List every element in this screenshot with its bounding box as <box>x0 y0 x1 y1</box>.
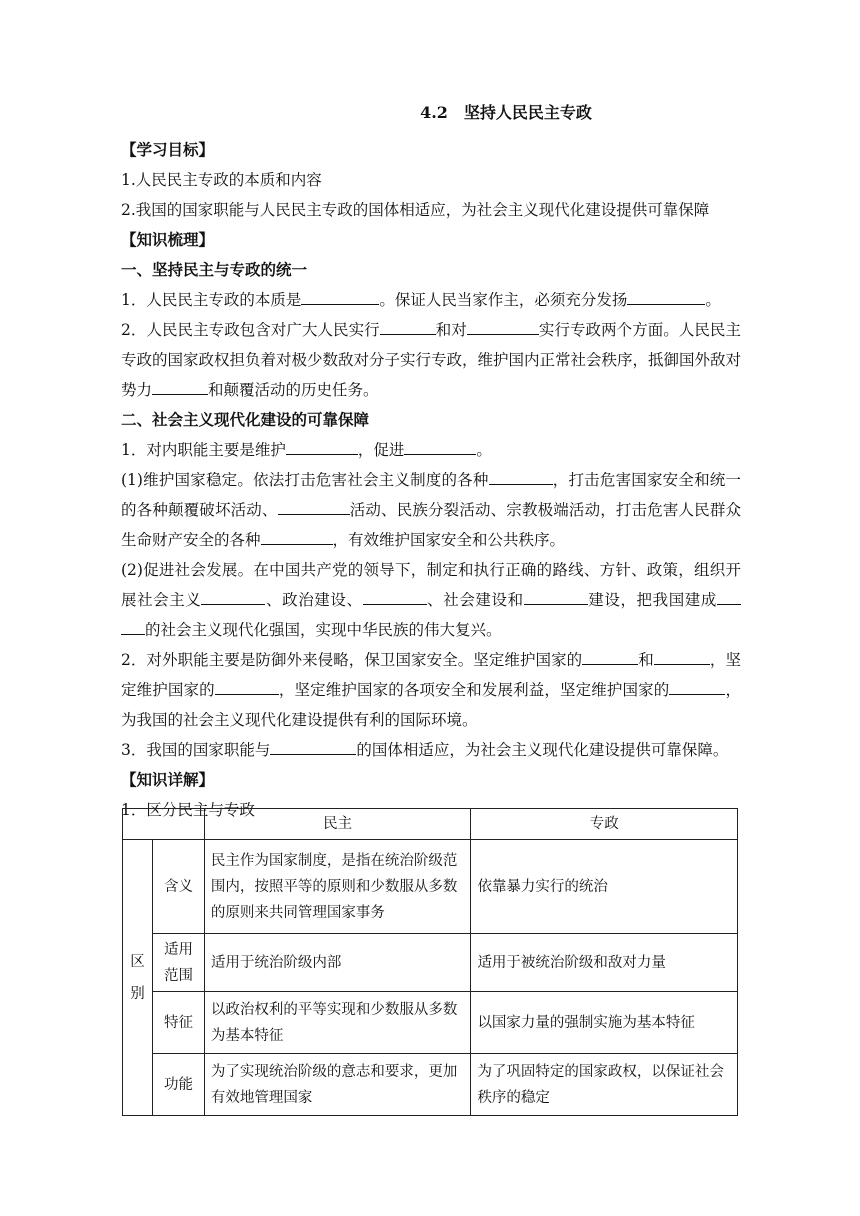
text: 和 <box>638 651 654 669</box>
text: 、社会建设和 <box>426 591 524 609</box>
paragraph-6 <box>121 645 741 735</box>
text: ，打击危害国家安全和统一的各种颠覆破坏活动、 <box>121 471 741 519</box>
comparison-table <box>122 808 738 1116</box>
fill-blank[interactable] <box>582 646 638 665</box>
fill-blank[interactable] <box>261 526 333 545</box>
text: 2．人民民主专政包含对广大人民实行 <box>121 321 380 339</box>
text: 的国体相适应，为社会主义现代化建设提供可靠保障。 <box>356 741 729 759</box>
text: ，坚定维护国家的 <box>121 651 741 699</box>
text: ，促进 <box>357 441 405 459</box>
page-title <box>121 100 741 123</box>
text: 1．对内职能主要是维护 <box>121 441 286 459</box>
text: ，坚定维护国家的各项安全和发展利益，坚定维护国家的 <box>278 681 670 699</box>
row-label: 适用范围 <box>152 934 204 992</box>
paragraph-3 <box>121 435 741 465</box>
text: 活动、民族分裂活动、宗教极端活动，打击危害人民群众生命财产安全的各种 <box>121 501 741 549</box>
cell-dictatorship: 依靠暴力实行的统治 <box>471 840 738 934</box>
table-corner-cell <box>123 809 205 840</box>
text: 的社会主义现代化强国，实现中华民族的伟大复兴。 <box>145 621 502 639</box>
fill-blank[interactable] <box>669 676 725 695</box>
table-row <box>123 1054 738 1116</box>
table-row <box>123 992 738 1054</box>
paragraph-7 <box>121 735 741 765</box>
text: 3．我国的国家职能与 <box>121 741 271 759</box>
text: 。 <box>705 291 721 309</box>
fill-blank[interactable] <box>654 646 710 665</box>
fill-blank[interactable] <box>467 316 539 335</box>
row-label: 功能 <box>152 1054 204 1116</box>
fill-blank[interactable] <box>286 436 358 455</box>
text: 和颠覆活动的历史任务。 <box>208 381 379 399</box>
header-dictatorship: 专政 <box>471 809 738 840</box>
fill-blank[interactable] <box>717 586 741 605</box>
cell-dictatorship: 以国家力量的强制实施为基本特征 <box>471 992 738 1054</box>
goal-item-2: 2.我国的国家职能与人民民主专政的国体相适应，为社会主义现代化建设提供可靠保障 <box>121 201 710 219</box>
fill-blank[interactable] <box>301 286 379 305</box>
fill-blank[interactable] <box>380 316 436 335</box>
text: 和对 <box>435 321 467 339</box>
fill-blank[interactable] <box>121 616 145 635</box>
fill-blank[interactable] <box>278 496 350 515</box>
detail-heading: 【知识详解】 <box>121 770 215 789</box>
text: 建设，把我国建成 <box>587 591 717 609</box>
text: (2)促进社会发展。在中国共产党的领导下，制定和执行正确的路线、方针、政策，组织开展社会主义 <box>121 561 741 609</box>
cell-democracy: 为了实现统治阶级的意志和要求，更加有效地管理国家 <box>204 1054 471 1116</box>
fill-blank[interactable] <box>270 736 356 755</box>
text: ，有效维护国家安全和公共秩序。 <box>332 531 566 549</box>
fill-blank[interactable] <box>152 376 208 395</box>
text: 1．人民民主专政的本质是 <box>121 291 302 309</box>
fill-blank[interactable] <box>363 586 427 605</box>
detail-item-1: 1．区分民主与专政 <box>121 801 255 819</box>
fill-blank[interactable] <box>201 586 265 605</box>
text: ，为我国的社会主义现代化建设提供有利的国际环境。 <box>121 681 741 729</box>
document-body <box>121 100 741 825</box>
text: 。保证人民当家作主，必须充分发扬 <box>379 291 628 309</box>
row-label: 含义 <box>152 840 204 934</box>
group-label-text: 区别 <box>130 953 145 1002</box>
table-row <box>123 840 738 934</box>
group-label <box>123 840 153 1116</box>
paragraph-2 <box>121 315 741 405</box>
text: 、政治建设、 <box>265 591 363 609</box>
header-democracy: 民主 <box>204 809 471 840</box>
fill-blank[interactable] <box>524 586 588 605</box>
cell-dictatorship: 适用于被统治阶级和敌对力量 <box>471 934 738 992</box>
fill-blank[interactable] <box>627 286 705 305</box>
part1-heading: 一、坚持民主与专政的统一 <box>121 260 308 279</box>
text: 2．对外职能主要是防御外来侵略，保卫国家安全。坚定维护国家的 <box>121 651 583 669</box>
fill-blank[interactable] <box>404 436 476 455</box>
cell-democracy: 民主作为国家制度，是指在统治阶级范围内，按照平等的原则和少数服从多数的原则来共同管理国家事务 <box>204 840 471 934</box>
paragraph-5 <box>121 555 741 645</box>
table-row <box>123 934 738 992</box>
text: (1)维护国家稳定。依法打击危害社会主义制度的各种 <box>121 471 489 489</box>
table-header-row <box>123 809 738 840</box>
review-heading: 【知识梳理】 <box>121 230 215 249</box>
part2-heading: 二、社会主义现代化建设的可靠保障 <box>121 410 370 429</box>
row-label: 特征 <box>152 992 204 1054</box>
title-text: 4.2 坚持人民民主专政 <box>420 103 592 122</box>
fill-blank[interactable] <box>215 676 279 695</box>
cell-dictatorship: 为了巩固特定的国家政权，以保证社会秩序的稳定 <box>471 1054 738 1116</box>
text: 实行专政两个方面。人民民主专政的国家政权担负着对极少数敌对分子实行专政，维护国内正常社会秩序，抵御国外敌对势力 <box>121 321 742 399</box>
fill-blank[interactable] <box>489 466 553 485</box>
text: 。 <box>476 441 492 459</box>
paragraph-4 <box>121 465 741 555</box>
goals-heading: 【学习目标】 <box>121 140 215 159</box>
cell-democracy: 以政治权利的平等实现和少数服从多数为基本特征 <box>204 992 471 1054</box>
goal-item-1: 1.人民民主专政的本质和内容 <box>121 171 322 189</box>
cell-democracy: 适用于统治阶级内部 <box>204 934 471 992</box>
paragraph-1 <box>121 285 741 315</box>
